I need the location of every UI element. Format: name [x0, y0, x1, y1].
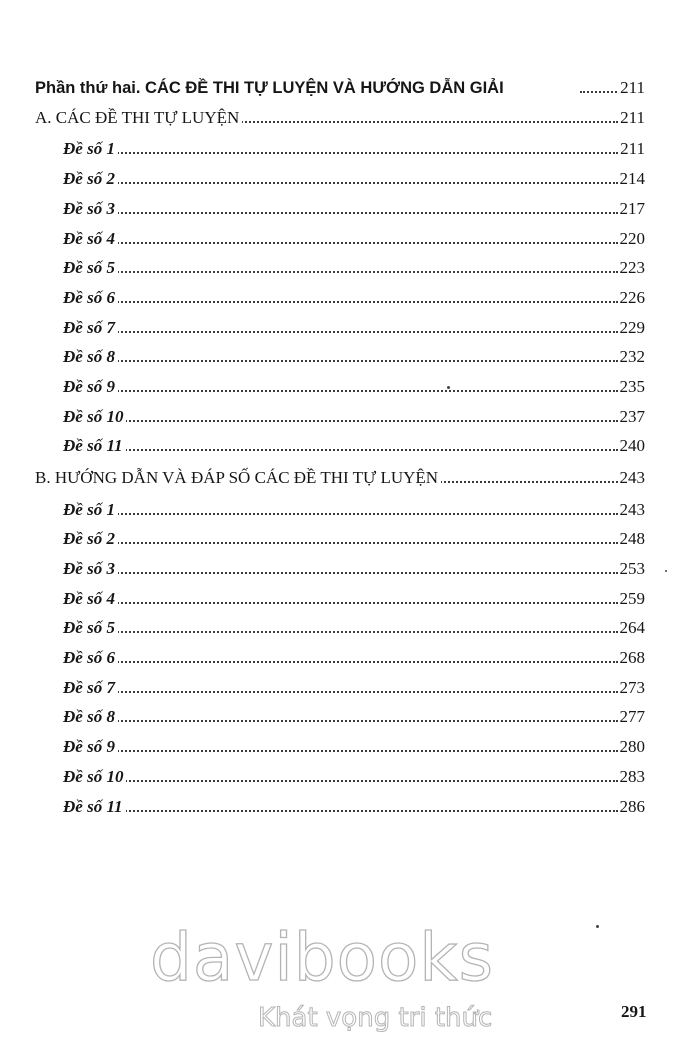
dot-leader — [110, 420, 618, 422]
toc-page-number: 273 — [619, 678, 645, 697]
toc-item-label: Đề số 6 — [63, 289, 118, 306]
toc-item — [0, 612, 700, 638]
toc-item — [0, 371, 700, 397]
scan-speck — [596, 925, 599, 928]
toc-page-number: 283 — [619, 767, 645, 786]
toc-item-label: Đề số 9 — [63, 378, 118, 395]
dot-leader — [110, 331, 618, 333]
toc-page-number: 277 — [619, 707, 645, 726]
toc-page-number: 243 — [619, 500, 645, 519]
toc-item-label: Đề số 3 — [63, 560, 118, 577]
toc-item-label: Đề số 11 — [63, 798, 126, 815]
toc-item — [0, 494, 700, 520]
dot-leader — [110, 810, 618, 812]
toc-page-number: 235 — [619, 377, 645, 396]
toc-section-b — [0, 462, 700, 488]
toc-item-label: Đề số 2 — [63, 170, 118, 187]
toc-page-number: 211 — [620, 139, 645, 158]
toc-item-label: Đề số 10 — [63, 408, 126, 425]
toc-item-label: Đề số 7 — [63, 319, 118, 336]
toc-item — [0, 252, 700, 278]
toc-item-label: Đề số 4 — [63, 230, 118, 247]
toc-item — [0, 642, 700, 668]
dot-leader — [110, 212, 618, 214]
toc-page-number: 217 — [619, 199, 645, 218]
watermark-brand: davibooks — [150, 919, 494, 996]
toc-part-two — [0, 72, 700, 98]
toc-page-number: 259 — [619, 589, 645, 608]
dot-leader — [110, 602, 618, 604]
toc-page-number: 220 — [619, 229, 645, 248]
dot-leader — [580, 91, 620, 93]
toc-item — [0, 430, 700, 456]
toc-item-label: Đề số 1 — [63, 140, 118, 157]
toc-item-label: Đề số 2 — [63, 530, 118, 547]
toc-item — [0, 341, 700, 367]
dot-leader — [110, 271, 618, 273]
toc-item — [0, 312, 700, 338]
toc-item — [0, 193, 700, 219]
toc-item-label: Đề số 9 — [63, 738, 118, 755]
toc-item — [0, 133, 700, 159]
toc-item — [0, 282, 700, 308]
toc-item — [0, 223, 700, 249]
toc-item — [0, 701, 700, 727]
toc-item — [0, 672, 700, 698]
toc-item — [0, 791, 700, 817]
dot-leader — [110, 750, 618, 752]
toc-page-number: 214 — [619, 169, 645, 188]
toc-item-label: Đề số 11 — [63, 437, 126, 454]
toc-page-number: 286 — [619, 797, 645, 816]
scan-speck — [665, 570, 667, 572]
toc-section-label: A. CÁC ĐỀ THI TỰ LUYỆN — [35, 109, 242, 126]
toc-item-label: Đề số 8 — [63, 348, 118, 365]
dot-leader — [110, 513, 618, 515]
toc-item-label: Đề số 7 — [63, 679, 118, 696]
dot-leader — [110, 780, 618, 782]
dot-leader — [110, 242, 618, 244]
toc-item-label: Đề số 1 — [63, 501, 118, 518]
dot-leader — [110, 720, 618, 722]
toc-section-label: B. HƯỚNG DẪN VÀ ĐÁP SỐ CÁC ĐỀ THI TỰ LUYỆN — [35, 469, 441, 486]
toc-page-number: 243 — [619, 468, 645, 487]
dot-leader — [440, 481, 618, 483]
toc-item — [0, 553, 700, 579]
dot-leader — [110, 301, 618, 303]
toc-page-number: 223 — [619, 258, 645, 277]
toc-item-label: Đề số 8 — [63, 708, 118, 725]
toc-page-number: 237 — [619, 407, 645, 426]
toc-page-number: 264 — [619, 618, 645, 637]
toc-item — [0, 583, 700, 609]
toc-page-number: 211 — [620, 108, 645, 127]
toc-page-number: 232 — [619, 347, 645, 366]
toc-item-label: Đề số 5 — [63, 619, 118, 636]
dot-leader — [110, 572, 618, 574]
dot-leader — [110, 661, 618, 663]
dot-leader — [110, 542, 618, 544]
toc-page-number: 280 — [619, 737, 645, 756]
toc-item — [0, 523, 700, 549]
toc-item-label: Đề số 4 — [63, 590, 118, 607]
dot-leader — [110, 449, 618, 451]
toc-page-number: 226 — [619, 288, 645, 307]
toc-page-number: 211 — [620, 78, 645, 97]
toc-part-label: Phần thứ hai. CÁC ĐỀ THI TỰ LUYỆN VÀ HƯỚNG DẪN GIẢI — [35, 80, 507, 97]
toc-item — [0, 761, 700, 787]
toc-page-number: 268 — [619, 648, 645, 667]
toc-page-number: 240 — [619, 436, 645, 455]
toc-item — [0, 401, 700, 427]
dot-leader — [110, 360, 618, 362]
toc-item — [0, 731, 700, 757]
toc-page-number: 253 — [619, 559, 645, 578]
toc-item-label: Đề số 10 — [63, 768, 126, 785]
toc-item-label: Đề số 6 — [63, 649, 118, 666]
dot-leader — [110, 390, 618, 392]
dot-leader — [110, 691, 618, 693]
dot-leader — [110, 631, 618, 633]
toc-page-number: 229 — [619, 318, 645, 337]
dot-leader — [110, 152, 618, 154]
watermark-tagline: Khát vọng tri thức — [258, 1003, 493, 1033]
toc-item-label: Đề số 3 — [63, 200, 118, 217]
toc-item-label: Đề số 5 — [63, 259, 118, 276]
scan-speck — [447, 386, 450, 389]
dot-leader — [110, 182, 618, 184]
toc-page-number: 248 — [619, 529, 645, 548]
toc-section-a — [0, 102, 700, 128]
toc-item — [0, 163, 700, 189]
page-number: 291 — [621, 1002, 647, 1021]
